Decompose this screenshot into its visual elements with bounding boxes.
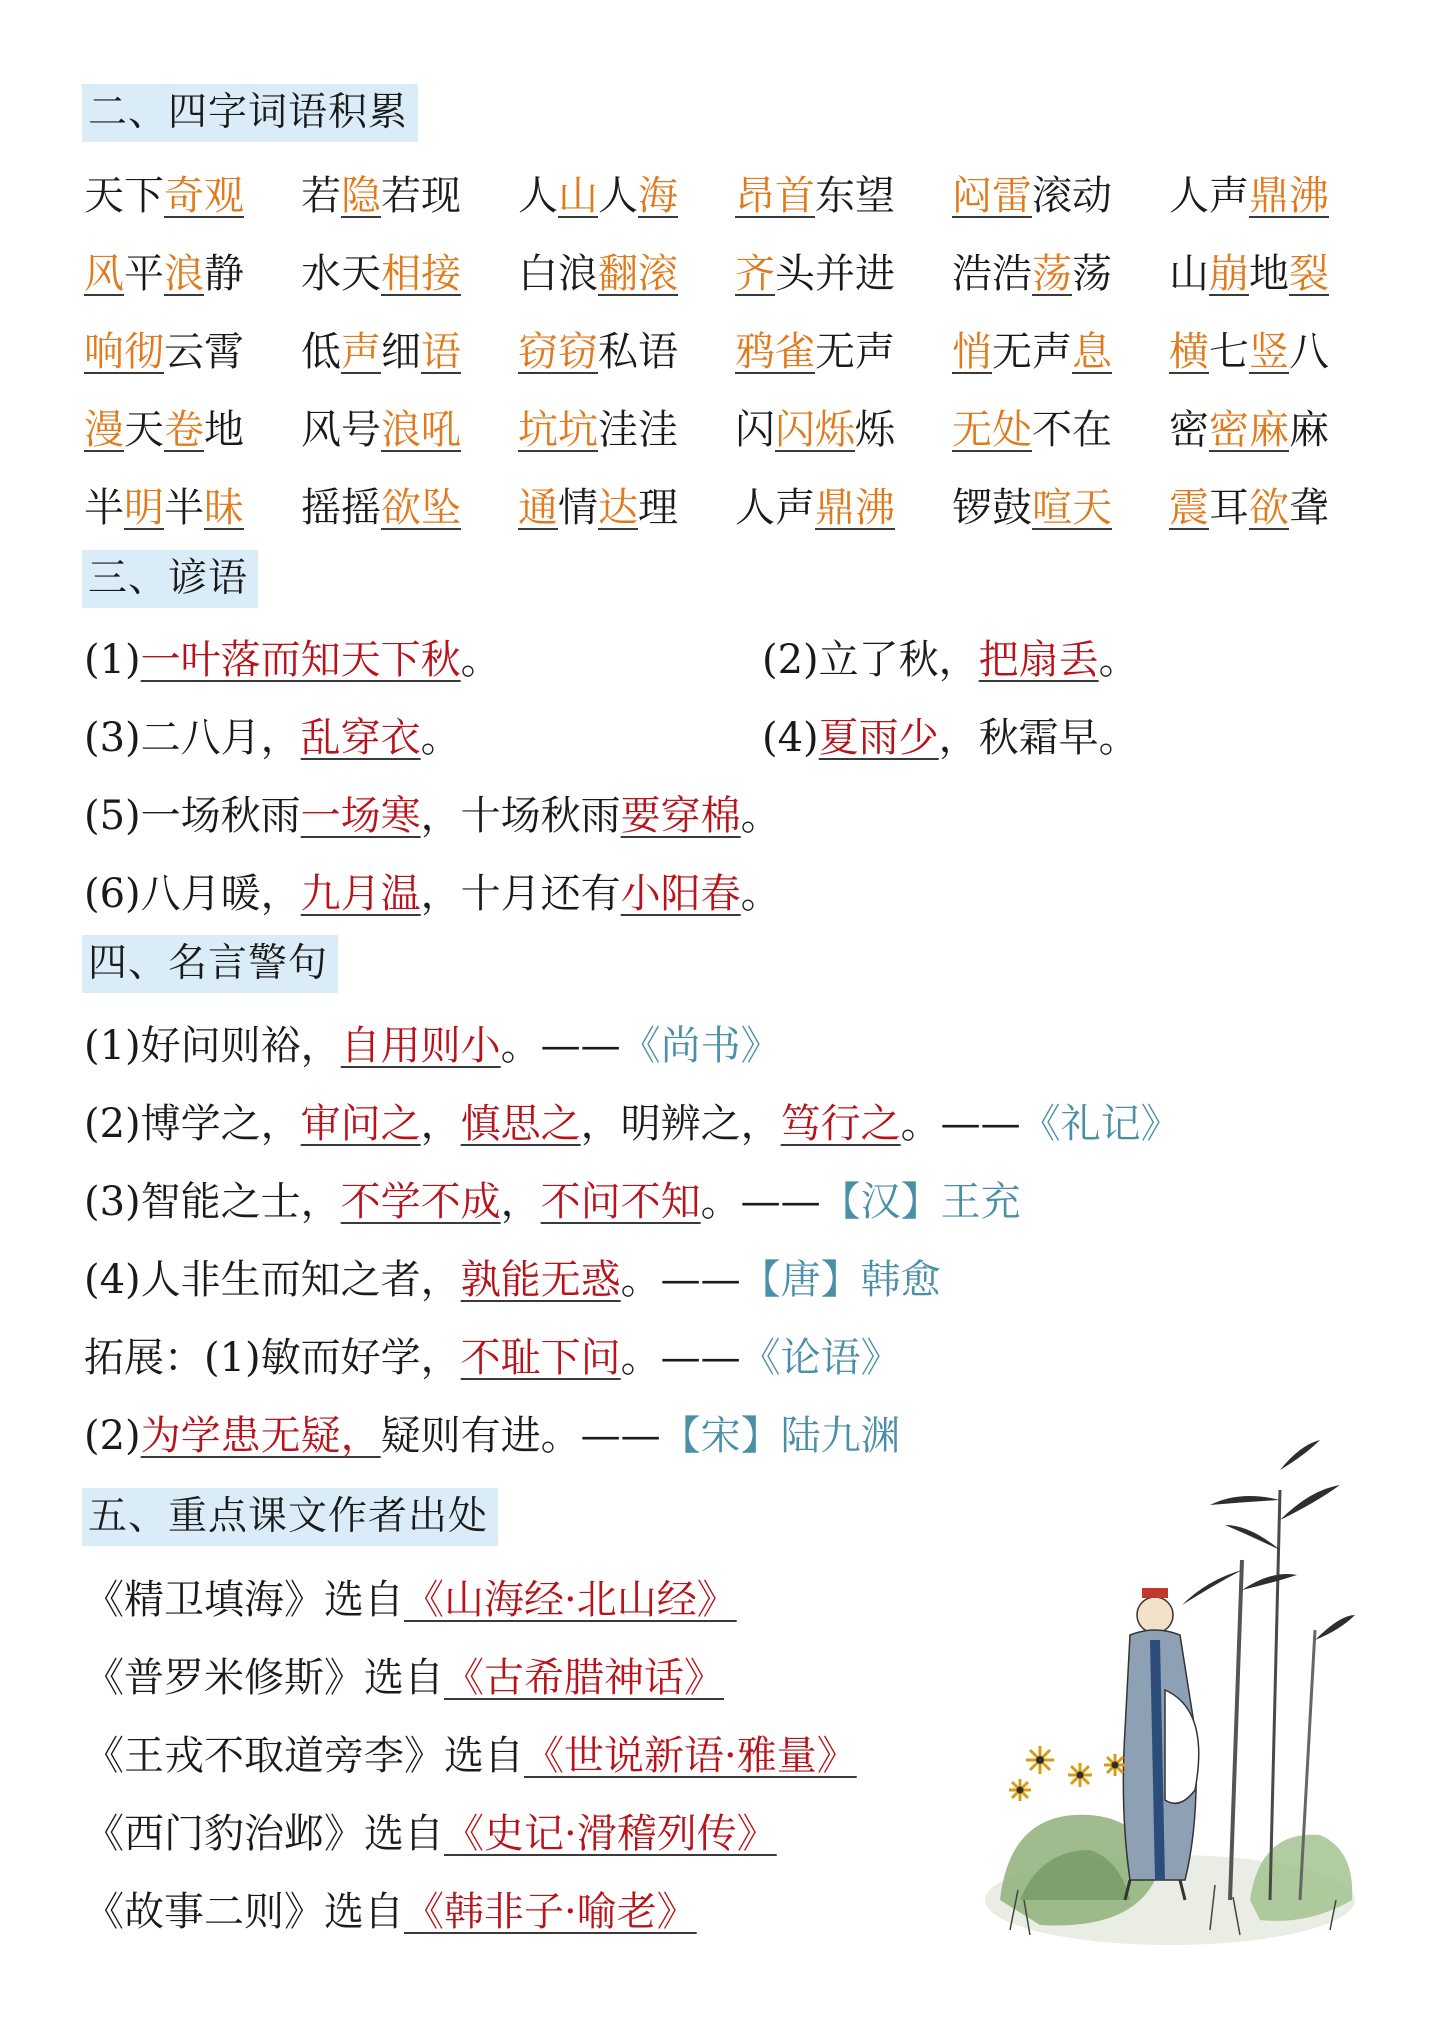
idiom-char: 天 (124, 407, 164, 453)
idiom-char: 人 (598, 173, 638, 219)
idiom-char: 八 (1289, 329, 1329, 375)
quote-line (84, 1094, 1181, 1154)
section-heading-idioms: 二、四字词语积累 (82, 84, 418, 142)
idiom-item (518, 166, 678, 226)
idiom-item (84, 478, 244, 538)
source-line (84, 1882, 697, 1942)
idiom-item (1169, 400, 1329, 460)
idiom-char: 震 (1169, 485, 1209, 531)
source-line (84, 1726, 857, 1786)
idiom-char: 鸦雀 (735, 329, 815, 375)
quote-line-segment: (2) (84, 1413, 141, 1459)
idiom-item (952, 244, 1112, 304)
proverb-line-segment: 。 (460, 637, 501, 683)
idiom-char: 私语 (598, 329, 678, 375)
quote-line-segment: 自用则小 (340, 1023, 501, 1069)
source-line-segment: 《史记·滑稽列传》 (444, 1811, 777, 1857)
idiom-char: 声 (341, 329, 381, 375)
source-line-segment: 《西门豹治邺》选自 (84, 1811, 444, 1857)
idiom-char: 麻 (1289, 407, 1329, 453)
proverb-line-segment: (6)八月暖， (84, 871, 301, 917)
proverb-line-segment: (4) (762, 715, 819, 761)
quote-line-segment: 。—— (700, 1179, 821, 1225)
quote-line-segment: 不问不知 (540, 1179, 701, 1225)
proverb-line (762, 708, 1139, 768)
idiom-char: 鼎沸 (1249, 173, 1329, 219)
idiom-item (518, 400, 678, 460)
proverb-line-segment: 。 (420, 715, 461, 761)
quote-line-segment: 审问之 (300, 1101, 421, 1147)
quote-line-segment: 。—— (900, 1101, 1021, 1147)
section-heading-quotes: 四、名言警句 (82, 935, 338, 993)
idiom-char: 浪吼 (381, 407, 461, 453)
source-line-segment: 《韩非子·喻老》 (404, 1889, 697, 1935)
quote-line-segment: 【唐】韩愈 (740, 1257, 941, 1303)
proverb-line-segment: 小阳春 (620, 871, 741, 917)
idiom-item (735, 400, 895, 460)
idiom-char: 锣鼓 (952, 485, 1032, 531)
idiom-item (1169, 478, 1329, 538)
idiom-char: 翻滚 (598, 251, 678, 297)
idiom-item (301, 478, 461, 538)
idiom-item (301, 166, 461, 226)
idiom-char: 漫 (84, 407, 124, 453)
idiom-char: 欲 (1249, 485, 1289, 531)
idiom-item (952, 322, 1112, 382)
idiom-item (735, 166, 895, 226)
idiom-char: 烁 (855, 407, 895, 453)
idiom-char: 半 (164, 485, 204, 531)
quote-line (84, 1250, 941, 1310)
idiom-char: 水天 (301, 251, 381, 297)
scholar-painting-icon (980, 1430, 1360, 1950)
idiom-item (518, 322, 678, 382)
idiom-char: 滚动 (1032, 173, 1112, 219)
idiom-item (518, 478, 678, 538)
idiom-char: 喧天 (1032, 485, 1112, 531)
quote-line-segment: (3)智能之士， (84, 1179, 341, 1225)
idiom-char: 闪烁 (775, 407, 855, 453)
idiom-char: 人声 (735, 485, 815, 531)
quote-line-segment: 疑则有进。—— (380, 1413, 661, 1459)
idiom-char: 山 (1169, 251, 1209, 297)
section-heading-proverbs: 三、谚语 (82, 550, 258, 608)
idiom-char: 细 (381, 329, 421, 375)
quote-line-segment: (1)好问则裕， (84, 1023, 341, 1069)
proverb-line-segment: ，十月还有 (420, 871, 621, 917)
source-line-segment: 《山海经·北山经》 (404, 1577, 737, 1623)
idiom-char: 理 (638, 485, 678, 531)
idiom-char: 人声 (1169, 173, 1249, 219)
idiom-char: 平 (124, 251, 164, 297)
idiom-char: 风 (84, 251, 124, 297)
proverb-line-segment: 。 (740, 871, 781, 917)
source-line-segment: 《王戎不取道旁李》选自 (84, 1733, 524, 1779)
quote-line-segment: 慎思之 (460, 1101, 581, 1147)
source-line-segment: 《世说新语·雅量》 (524, 1733, 857, 1779)
idiom-char: 静 (204, 251, 244, 297)
quote-line (84, 1016, 781, 1076)
idiom-char: 欲坠 (381, 485, 461, 531)
proverb-line (762, 630, 1139, 690)
proverb-line-segment: ，秋霜早。 (938, 715, 1139, 761)
idiom-item (84, 244, 244, 304)
proverb-line-segment: 把扇丢 (978, 637, 1099, 683)
idiom-char: 奇观 (164, 173, 244, 219)
idiom-item (84, 166, 244, 226)
idiom-char: 耳 (1209, 485, 1249, 531)
source-line-segment: 《故事二则》选自 (84, 1889, 404, 1935)
idiom-char: 昧 (204, 485, 244, 531)
proverb-line-segment: (5)一场秋雨 (84, 793, 301, 839)
quote-line-segment: 笃行之 (780, 1101, 901, 1147)
quote-line (84, 1172, 1021, 1232)
idiom-char: 摇摇 (301, 485, 381, 531)
quote-line-segment: 【汉】王充 (820, 1179, 1021, 1225)
quote-line-segment: (2)博学之， (84, 1101, 301, 1147)
quote-line-segment: 孰能无惑 (460, 1257, 621, 1303)
idiom-char: 洼洼 (598, 407, 678, 453)
idiom-item (735, 244, 895, 304)
idiom-item (84, 322, 244, 382)
idiom-char: 隐 (341, 173, 381, 219)
idiom-char: 若 (301, 173, 341, 219)
quote-line-segment: 。—— (500, 1023, 621, 1069)
source-line (84, 1804, 777, 1864)
idiom-char: 齐 (735, 251, 775, 297)
idiom-char: 七 (1209, 329, 1249, 375)
quote-line-segment: 不学不成 (340, 1179, 501, 1225)
idiom-char: 半 (84, 485, 124, 531)
idiom-char: 语 (421, 329, 461, 375)
idiom-char: 密麻 (1209, 407, 1289, 453)
source-line-segment: 《古希腊神话》 (444, 1655, 724, 1701)
idiom-char: 相接 (381, 251, 461, 297)
quote-line-segment: 《尚书》 (620, 1023, 781, 1069)
idiom-char: 云霄 (164, 329, 244, 375)
proverb-line-segment: (3)二八月， (84, 715, 301, 761)
proverb-line-segment: 夏雨少 (818, 715, 939, 761)
idiom-char: 悄 (952, 329, 992, 375)
idiom-char: 东望 (815, 173, 895, 219)
quote-line-segment: 《礼记》 (1020, 1101, 1181, 1147)
idiom-item (952, 166, 1112, 226)
idiom-char: 达 (598, 485, 638, 531)
idiom-char: 若现 (381, 173, 461, 219)
idiom-char: 无声 (815, 329, 895, 375)
idiom-char: 闪 (735, 407, 775, 453)
idiom-char: 风号 (301, 407, 381, 453)
idiom-char: 无声 (992, 329, 1072, 375)
idiom-char: 通 (518, 485, 558, 531)
idiom-item (735, 322, 895, 382)
idiom-char: 低 (301, 329, 341, 375)
quote-line-segment: 【宋】陆九渊 (660, 1413, 901, 1459)
proverb-line-segment: 九月温 (300, 871, 421, 917)
idiom-char: 鼎沸 (815, 485, 895, 531)
idiom-char: 地 (204, 407, 244, 453)
proverb-line-segment: 。 (1098, 637, 1139, 683)
idiom-char: 息 (1072, 329, 1112, 375)
idiom-char: 横 (1169, 329, 1209, 375)
proverb-line (84, 786, 781, 846)
idiom-item (952, 478, 1112, 538)
idiom-char: 无处 (952, 407, 1032, 453)
idiom-item (952, 400, 1112, 460)
idiom-char: 坑坑 (518, 407, 598, 453)
quote-line (84, 1328, 901, 1388)
quote-line-segment: 。—— (620, 1335, 741, 1381)
proverb-line-segment: 一叶落而知天下秋 (140, 637, 461, 683)
proverb-line (84, 630, 501, 690)
source-line-segment: 《精卫填海》选自 (84, 1577, 404, 1623)
idiom-char: 闷雷 (952, 173, 1032, 219)
idiom-char: 海 (638, 173, 678, 219)
proverb-line-segment: (2)立了秋， (762, 637, 979, 683)
source-line (84, 1570, 737, 1630)
idiom-item (518, 244, 678, 304)
proverb-line-segment: 。 (740, 793, 781, 839)
idiom-char: 情 (558, 485, 598, 531)
idiom-item (1169, 244, 1329, 304)
idiom-char: 卷 (164, 407, 204, 453)
source-line-segment: 《普罗米修斯》选自 (84, 1655, 444, 1701)
idiom-char: 荡 (1072, 251, 1112, 297)
quote-line-segment: 。—— (620, 1257, 741, 1303)
idiom-char: 地 (1249, 251, 1289, 297)
idiom-item (301, 322, 461, 382)
quote-line-segment: 不耻下问 (460, 1335, 621, 1381)
proverb-line-segment: 要穿棉 (620, 793, 741, 839)
idiom-char: 明 (124, 485, 164, 531)
quote-line-segment: ，明辨之， (580, 1101, 781, 1147)
section-heading-sources: 五、重点课文作者出处 (82, 1488, 498, 1546)
quote-line-segment: 拓展：(1)敏而好学， (84, 1335, 461, 1381)
idiom-char: 聋 (1289, 485, 1329, 531)
idiom-char: 响彻 (84, 329, 164, 375)
idiom-char: 天下 (84, 173, 164, 219)
quote-line-segment: ， (500, 1179, 541, 1225)
proverb-line-segment: 一场寒 (300, 793, 421, 839)
idiom-char: 昂首 (735, 173, 815, 219)
quote-line-segment: ， (420, 1101, 461, 1147)
quote-line-segment: (4)人非生而知之者， (84, 1257, 461, 1303)
idiom-item (735, 478, 895, 538)
idiom-char: 山 (558, 173, 598, 219)
idiom-char: 不在 (1032, 407, 1112, 453)
idiom-item (301, 244, 461, 304)
idiom-char: 头并进 (775, 251, 895, 297)
idiom-char: 密 (1169, 407, 1209, 453)
quote-line (84, 1406, 901, 1466)
idiom-char: 崩 (1209, 251, 1249, 297)
source-line (84, 1648, 724, 1708)
quote-line-segment: 为学患无疑， (140, 1413, 381, 1459)
proverb-line-segment: ，十场秋雨 (420, 793, 621, 839)
idiom-char: 窃窃 (518, 329, 598, 375)
idiom-char: 白浪 (518, 251, 598, 297)
proverb-line (84, 708, 461, 768)
quote-line-segment: 《论语》 (740, 1335, 901, 1381)
idiom-char: 浪 (164, 251, 204, 297)
idiom-char: 人 (518, 173, 558, 219)
idiom-item (301, 400, 461, 460)
idiom-char: 浩浩 (952, 251, 1032, 297)
idiom-char: 裂 (1289, 251, 1329, 297)
idiom-char: 竖 (1249, 329, 1289, 375)
idiom-item (84, 400, 244, 460)
idiom-item (1169, 322, 1329, 382)
proverb-line-segment: (1) (84, 637, 141, 683)
idiom-char: 荡 (1032, 251, 1072, 297)
proverb-line-segment: 乱穿衣 (300, 715, 421, 761)
idiom-item (1169, 166, 1329, 226)
proverb-line (84, 864, 781, 924)
